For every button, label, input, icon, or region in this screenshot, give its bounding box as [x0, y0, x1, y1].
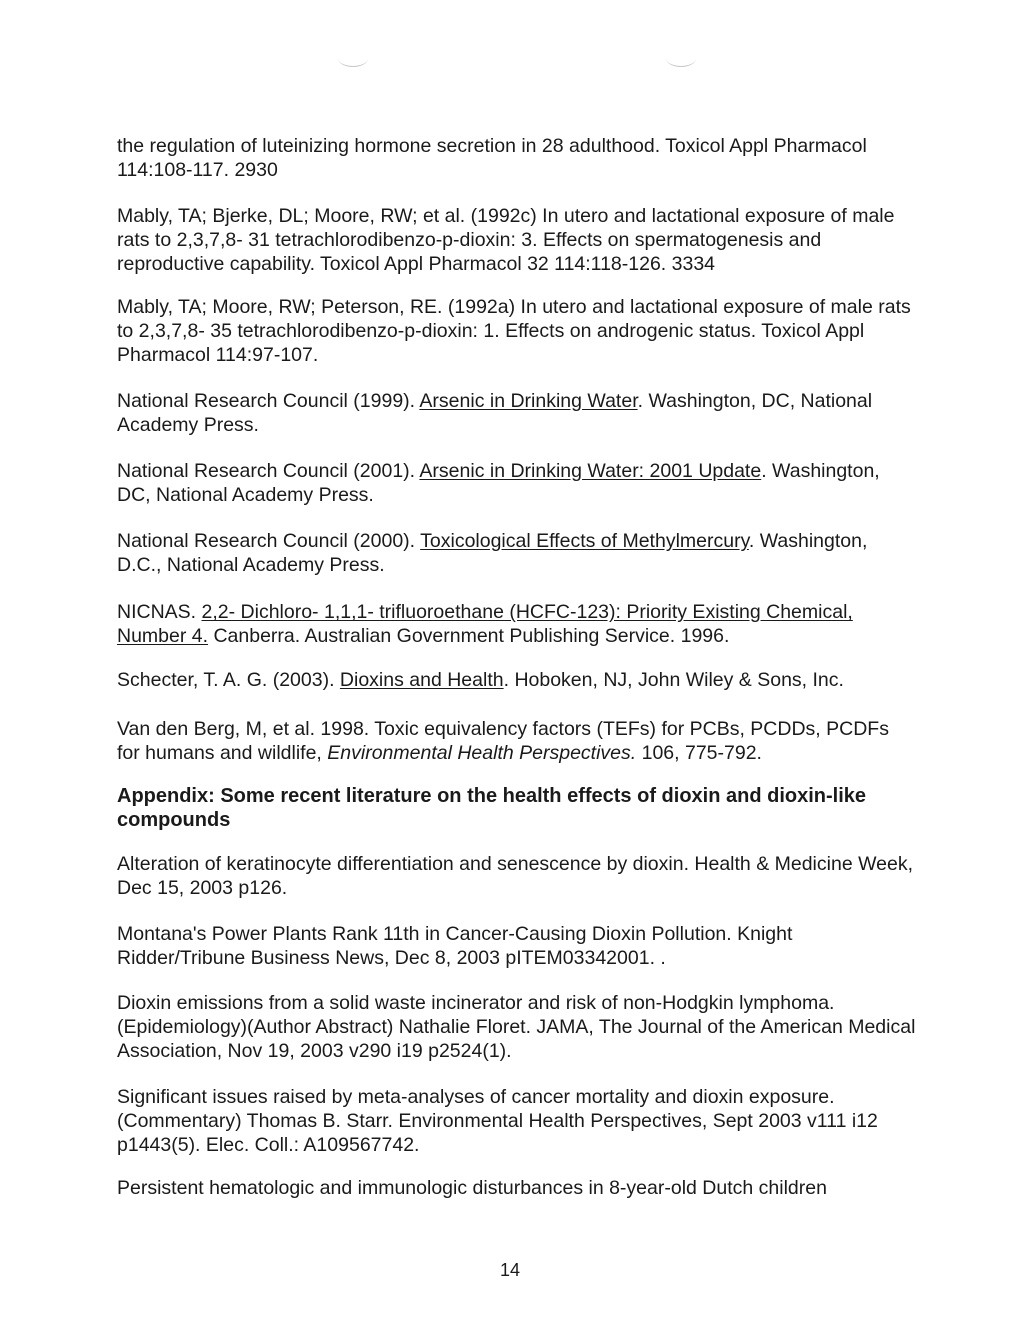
reference-entry	[117, 459, 917, 507]
reference-entry	[117, 295, 917, 367]
reference-text: . Washington, DC, National Academy Press.	[117, 390, 873, 436]
appendix-item: Significant issues raised by meta-analyses of cancer mortality and dioxin exposure.(Commentary) Thomas B. Starr. Environmental Health Perspectives, Sept 2003 v111 i12 p1443(5). Elec. Coll.: A109567742.	[117, 1086, 878, 1156]
reference-text: Schecter, T. A. G. (2003).	[117, 669, 340, 691]
scan-artifact	[666, 50, 696, 67]
reference-text: NICNAS.	[117, 601, 202, 623]
journal-title: Environmental Health Perspectives.	[327, 742, 637, 764]
reference-entry	[117, 529, 917, 577]
reference-text: Mably, TA; Moore, RW; Peterson, RE. (1992a) In utero and lactational exposure of male rats to 2,3,7,8- 35 tetrachlorodibenzo-p-dioxin: 1. Effects on androgenic status. Toxicol Appl Pharmacol 114:97-107.	[117, 296, 911, 366]
reference-entry	[117, 134, 917, 182]
appendix-item: Dioxin emissions from a solid waste incinerator and risk of non-Hodgkin lymphoma.(Epidemiology)(Author Abstract) Nathalie Floret. JAMA, The Journal of the American Medical Association, Nov 19, 2003 v290 i19 p2524(1).	[117, 992, 916, 1062]
appendix-heading: Appendix: Some recent literature on the health effects of dioxin and dioxin-like compounds	[117, 785, 867, 831]
reference-text: . Washington, DC, National Academy Press.	[117, 460, 880, 506]
appendix-item: Alteration of keratinocyte differentiation and senescence by dioxin. Health & Medicine Week, Dec 15, 2003 p126.	[117, 853, 913, 899]
reference-title: Toxicological Effects of Methylmercury	[420, 530, 749, 552]
reference-entry	[117, 668, 917, 692]
scan-artifact	[338, 50, 368, 67]
appendix-item: Montana's Power Plants Rank 11th in Cancer-Causing Dioxin Pollution. Knight Ridder/Tribune Business News, Dec 8, 2003 pITEM03342001. .	[117, 923, 793, 969]
reference-title: 2,2- Dichloro- 1,1,1- trifluoroethane (HCFC-123): Priority Existing Chemical, Number 4.	[117, 601, 853, 647]
reference-text: 106, 775-792.	[636, 742, 762, 764]
reference-text: the regulation of luteinizing hormone secretion in 28 adulthood. Toxicol Appl Pharmacol 114:108-117. 2930	[117, 135, 867, 181]
appendix-item: Persistent hematologic and immunologic disturbances in 8-year-old Dutch children	[117, 1177, 827, 1199]
reference-text: Van den Berg, M, et al. 1998. Toxic equivalency factors (TEFs) for PCBs, PCDDs, PCDFs for humans and wildlife,	[117, 718, 889, 764]
reference-entry	[117, 600, 917, 648]
reference-text: Mably, TA; Bjerke, DL; Moore, RW; et al. (1992c) In utero and lactational exposure of male rats to 2,3,7,8- 31 tetrachlorodibenzo-p-dioxin: 3. Effects on spermatogenesis and reproductive capability. Toxicol Appl Pharmacol 32 114:118-126. 3334	[117, 205, 895, 275]
reference-title: Arsenic in Drinking Water: 2001 Update	[419, 460, 762, 482]
page-number: 14	[499, 1260, 521, 1280]
reference-text: National Research Council (2001).	[117, 460, 420, 482]
reference-entry	[117, 717, 917, 765]
reference-text: . Washington, D.C., National Academy Press.	[117, 530, 868, 576]
reference-entry	[117, 204, 917, 276]
reference-text: . Hoboken, NJ, John Wiley & Sons, Inc.	[503, 669, 844, 691]
reference-text: Canberra. Australian Government Publishing Service. 1996.	[208, 625, 730, 647]
reference-text: National Research Council (1999).	[117, 390, 420, 412]
reference-title: Dioxins and Health	[339, 669, 504, 691]
reference-text: National Research Council (2000).	[117, 530, 421, 552]
reference-entry	[117, 389, 917, 437]
reference-title: Arsenic in Drinking Water	[419, 390, 638, 412]
